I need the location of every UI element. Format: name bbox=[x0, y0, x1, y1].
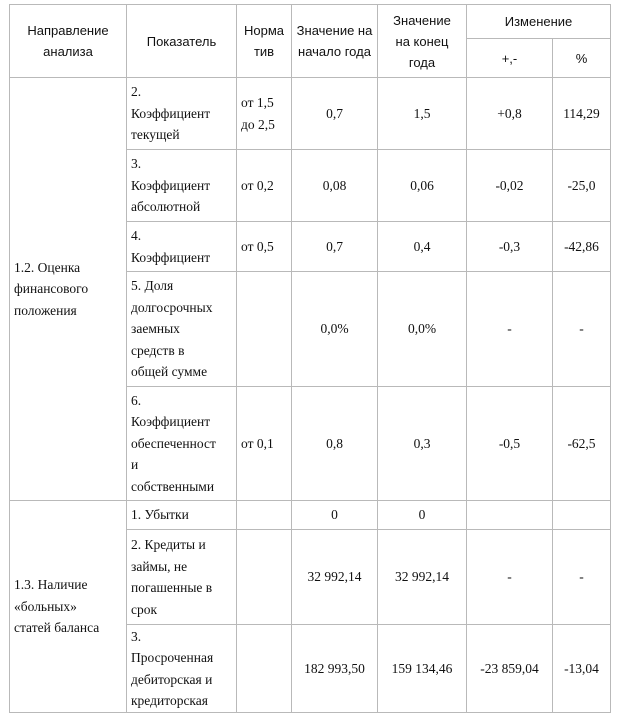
norm-cell: от 0,5 bbox=[237, 222, 292, 272]
start-value-cell: 182 993,50 bbox=[292, 625, 378, 713]
start-value-cell: 0,7 bbox=[292, 78, 378, 150]
norm-cell: от 1,5 до 2,5 bbox=[237, 78, 292, 150]
end-value-cell: 32 992,14 bbox=[378, 530, 467, 625]
change-abs-cell: - bbox=[467, 530, 553, 625]
change-abs-cell: -0,3 bbox=[467, 222, 553, 272]
start-value-cell: 0,7 bbox=[292, 222, 378, 272]
end-value-cell: 0 bbox=[378, 501, 467, 530]
change-abs-cell: - bbox=[467, 272, 553, 387]
change-pct-cell: -42,86 bbox=[553, 222, 611, 272]
change-abs-cell: -0,5 bbox=[467, 387, 553, 501]
header-indicator: Показатель bbox=[127, 5, 237, 78]
indicator-cell: 6. Коэффициент обеспеченност и собственными bbox=[127, 387, 237, 501]
indicator-cell: 4. Коэффициент bbox=[127, 222, 237, 272]
header-start-value: Значение на начало года bbox=[292, 5, 378, 78]
end-value-cell: 0,0% bbox=[378, 272, 467, 387]
indicator-cell: 3. Коэффициент абсолютной bbox=[127, 150, 237, 222]
norm-cell bbox=[237, 272, 292, 387]
analysis-table bbox=[9, 4, 611, 713]
indicator-cell: 2. Кредиты и займы, не погашенные в срок bbox=[127, 530, 237, 625]
indicator-cell: 5. Доля долгосрочных заемных средств в общей сумме bbox=[127, 272, 237, 387]
table-row bbox=[10, 501, 611, 530]
header-change-pct: % bbox=[553, 39, 611, 78]
header-end-value: Значение на конец года bbox=[378, 5, 467, 78]
end-value-cell: 1,5 bbox=[378, 78, 467, 150]
end-value-cell: 0,06 bbox=[378, 150, 467, 222]
change-pct-cell: - bbox=[553, 272, 611, 387]
indicator-cell: 3. Просроченная дебиторская и кредиторская bbox=[127, 625, 237, 713]
start-value-cell: 0,0% bbox=[292, 272, 378, 387]
norm-cell: от 0,2 bbox=[237, 150, 292, 222]
change-pct-cell: 114,29 bbox=[553, 78, 611, 150]
start-value-cell: 32 992,14 bbox=[292, 530, 378, 625]
change-abs-cell: +0,8 bbox=[467, 78, 553, 150]
end-value-cell: 159 134,46 bbox=[378, 625, 467, 713]
indicator-cell: 1. Убытки bbox=[127, 501, 237, 530]
end-value-cell: 0,4 bbox=[378, 222, 467, 272]
header-change: Изменение bbox=[467, 5, 611, 39]
change-abs-cell: -23 859,04 bbox=[467, 625, 553, 713]
change-pct-cell: -62,5 bbox=[553, 387, 611, 501]
start-value-cell: 0 bbox=[292, 501, 378, 530]
change-pct-cell: - bbox=[553, 530, 611, 625]
start-value-cell: 0,8 bbox=[292, 387, 378, 501]
change-abs-cell: -0,02 bbox=[467, 150, 553, 222]
norm-cell bbox=[237, 530, 292, 625]
change-pct-cell: -25,0 bbox=[553, 150, 611, 222]
change-pct-cell bbox=[553, 501, 611, 530]
direction-cell: 1.2. Оценка финансового положения bbox=[10, 78, 127, 501]
change-pct-cell: -13,04 bbox=[553, 625, 611, 713]
end-value-cell: 0,3 bbox=[378, 387, 467, 501]
norm-cell bbox=[237, 625, 292, 713]
table-row bbox=[10, 78, 611, 150]
indicator-cell: 2. Коэффициент текущей bbox=[127, 78, 237, 150]
header-change-abs: +,- bbox=[467, 39, 553, 78]
norm-cell bbox=[237, 501, 292, 530]
header-norm: Норма тив bbox=[237, 5, 292, 78]
header-direction: Направление анализа bbox=[10, 5, 127, 78]
direction-cell: 1.3. Наличие «больных» статей баланса bbox=[10, 501, 127, 713]
change-abs-cell bbox=[467, 501, 553, 530]
start-value-cell: 0,08 bbox=[292, 150, 378, 222]
norm-cell: от 0,1 bbox=[237, 387, 292, 501]
